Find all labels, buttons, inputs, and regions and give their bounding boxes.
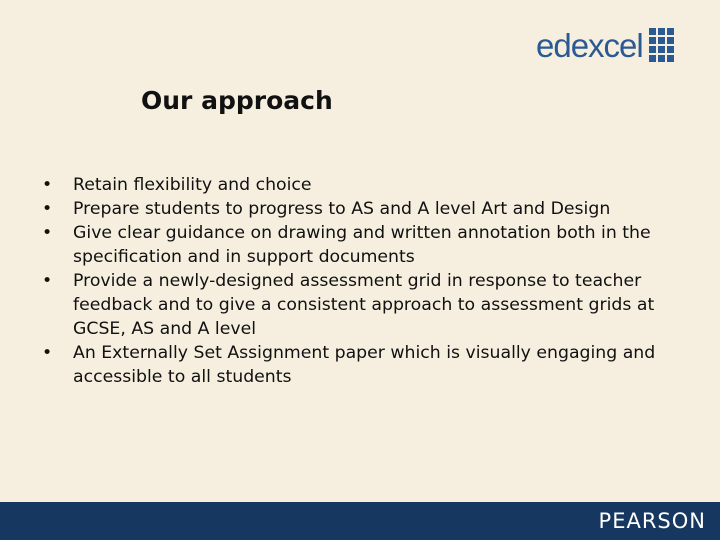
- bullet-list: [42, 173, 682, 389]
- bullet-item: • Prepare students to progress to AS and A level Art and Design: [42, 197, 682, 221]
- bullet-item: • An Externally Set Assignment paper which is visually engaging and accessible to all students: [42, 341, 682, 389]
- bullet-item: • Provide a newly-designed assessment grid in response to teacher feedback and to give a consistent approach to assessment grids at GCSE, AS and A level: [42, 269, 682, 341]
- bullet-item: • Give clear guidance on drawing and written annotation both in the specification and in support documents: [42, 221, 682, 269]
- slide-title: Our approach: [141, 86, 333, 115]
- footer-bar: [0, 502, 720, 540]
- logo-dots-icon: [649, 28, 674, 62]
- edexcel-logo: [536, 28, 674, 62]
- pearson-logo: PEARSON: [598, 509, 706, 533]
- logo-text: edexcel: [536, 26, 643, 64]
- bullet-item: • Retain flexibility and choice: [42, 173, 682, 197]
